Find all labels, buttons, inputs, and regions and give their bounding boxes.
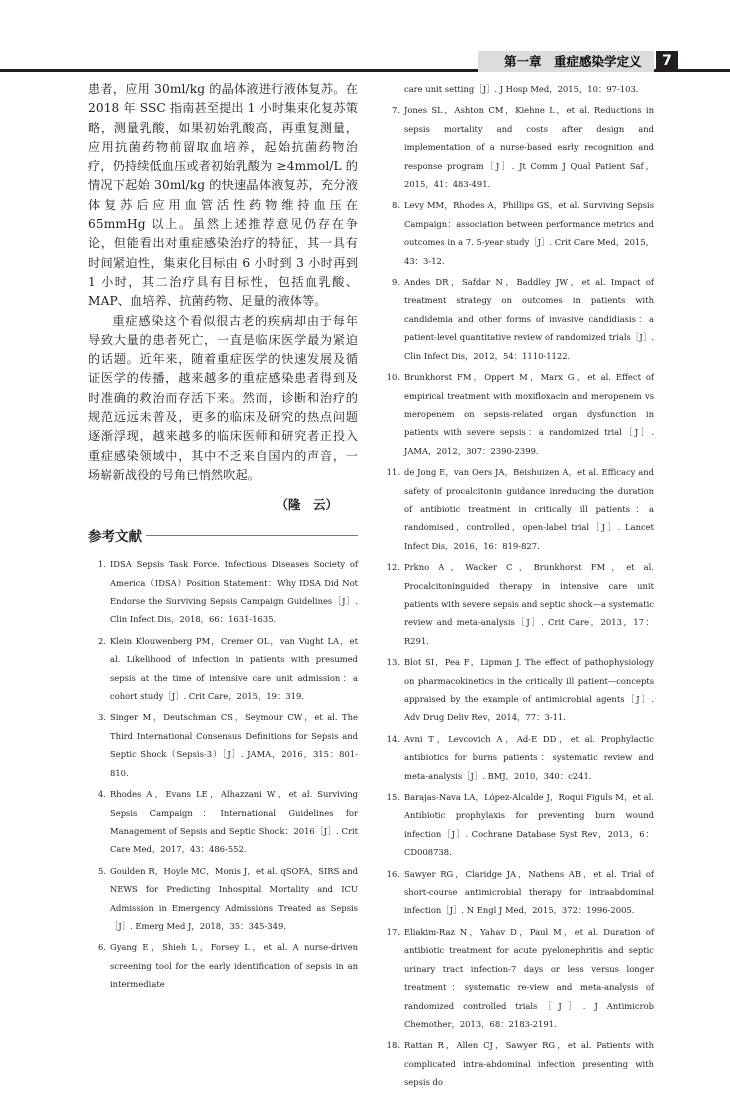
reference-item bbox=[382, 1036, 654, 1091]
reference-list-left bbox=[88, 555, 358, 993]
reference-number: 14. bbox=[386, 733, 400, 744]
reference-number: 11. bbox=[386, 467, 400, 478]
body-paragraph-2: 重症感染这个看似很古老的疾病却由于每年导致大量的患者死亡，一直是临床医学最为紧迫的话题。近年来，随着重症医学的快速发展及循证医学的传播，越来越多的重症感染患者得到及时准确的救治而存活下来。然而，诊断和治疗的规范远远未普及，更多的临床及研究的热点问题逐渐浮现，越来越多的临床医师和研究者正投入重症感染领域中，其中不乏来自国内的声音，一场崭新战役的号角已悄然吹起。 bbox=[88, 313, 358, 482]
reference-text: Goulden R，Hoyle MC，Monis J，et al. qSOFA，SIRS and NEWS for Predicting Inhospital Mortality and ICU Admission in Emergency Admissions Treated as Sepsis［J］. Emerg Med J，2018，35：345-349. bbox=[110, 865, 358, 931]
right-column bbox=[382, 80, 654, 1095]
reference-item bbox=[382, 463, 654, 555]
reference-number: 7. bbox=[392, 105, 400, 116]
reference-number: 3. bbox=[98, 712, 106, 723]
reference-number: 5. bbox=[98, 865, 106, 876]
reference-text: care unit setting［J］. J Hosp Med，2015，10：97-103. bbox=[404, 84, 639, 94]
running-header bbox=[0, 51, 730, 73]
reference-text: Klein Klouwenberg PM，Cremer OL，van Vught LA，et al. Likelihood of infection in patients with presumed sepsis at the time of intensive care unit admission：a cohort study［J］. Crit Care，2015，19：319. bbox=[110, 635, 358, 702]
reference-item bbox=[382, 730, 654, 785]
reference-item bbox=[88, 555, 358, 629]
reference-item bbox=[88, 708, 358, 782]
reference-number: 8. bbox=[392, 200, 400, 211]
references-rule bbox=[146, 535, 358, 536]
reference-item bbox=[382, 653, 654, 727]
reference-text: IDSA Sepsis Task Force. Infectious Diseases Society of America（IDSA）Position Statement：Why IDSA Did Not Endorse the Surviving Sepsis Campaign Guidelines［J］. Clin Infect Dis，2018，66：1631-1635. bbox=[110, 559, 358, 625]
reference-number: 9. bbox=[392, 277, 400, 288]
reference-text: Singer M，Deutschman CS，Seymour CW，et al. The Third International Consensus Definitions for Sepsis and Septic Shock（Sepsis-3）［J］. JAMA，2016，315：801-810. bbox=[110, 712, 358, 778]
references-heading bbox=[88, 525, 358, 545]
reference-number: 4. bbox=[98, 789, 106, 800]
reference-item bbox=[88, 938, 358, 993]
reference-item bbox=[382, 923, 654, 1033]
reference-text: Prkno A，Wacker C，Brunkhorst FM，et al. Procalcitoninguided therapy in intensive care unit patients with severe sepsis and septic shock—a systematic review and meta-analysis［J］. Crit Care，2013，17：R291. bbox=[404, 562, 654, 646]
reference-continuation bbox=[382, 80, 654, 98]
reference-number: 13. bbox=[386, 657, 400, 668]
reference-list-right bbox=[382, 101, 654, 1091]
reference-number: 17. bbox=[386, 926, 400, 937]
reference-text: Levy MM，Rhodes A，Phillips GS，et al. Surviving Sepsis Campaign：association between performance metrics and outcomes in a 7. 5-year study［J］. Crit Care Med，2015，43：3-12. bbox=[404, 200, 654, 266]
chapter-title: 第一章 重症感染学定义 bbox=[504, 54, 642, 69]
reference-number: 6. bbox=[98, 942, 106, 953]
reference-item bbox=[382, 101, 654, 193]
reference-item bbox=[382, 368, 654, 460]
reference-item bbox=[382, 788, 654, 862]
reference-text: Andes DR，Safdar N，Baddley JW，et al. Impact of treatment strategy on outcomes in patients with candidemia and other forms of invasive candidiasis：a patient-level quantitative review of randomized trials［J］. Clin Infect Dis，2012，54：1110-1122. bbox=[404, 277, 654, 361]
body-paragraph-1: 患者，应用 30ml/kg 的晶体液进行液体复苏。在 2018 年 SSC 指南甚至提出 1 小时集束化复苏策略，测量乳酸，如果初始乳酸高，再重复测量，应用抗菌药物前留取血培养，起始抗菌药物治疗，仍持续低血压或者初始乳酸为 ≥4mmol/L 的情况下起始 30ml/kg 的快速晶体液复苏，充分液体复苏后应用血管活性药物维持血压在 65mmHg 以上。虽然上述推荐意见仍存在争论，但能看出对重症感染治疗的特征，其一具有时间紧迫性，集束化目标由 6 小时到 3 小时再到 1 小时，其二治疗具有目标性，包括血乳酸、MAP、血培养、抗菌药物、足量的液体等。 bbox=[88, 82, 358, 309]
reference-item bbox=[382, 558, 654, 650]
reference-number: 1. bbox=[98, 559, 106, 570]
left-column bbox=[88, 80, 358, 997]
reference-item bbox=[88, 785, 358, 859]
reference-text: de Jong E，van Oers JA，Beishuizen A，et al. Efficacy and safety of procalcitonin guidance inreducing the duration of antibiotic treatment in critically ill patients：a randomised，controlled，open-label trial［J］. Lancet Infect Dis，2016，16：819-827. bbox=[404, 467, 654, 551]
references-title: 参考文献 bbox=[88, 529, 142, 546]
reference-text: Barajas-Nava LA，López-Alcalde J，Roqui Figuls M，et al. Antibiotic prophylaxis for preventing burn wound infection［J］. Cochrane Database Syst Rev，2013，6：CD008738. bbox=[404, 792, 654, 858]
reference-text: Rattan R，Allen CJ，Sawyer RG，et al. Patients with complicated intra-abdominal infection presenting with sepsis do bbox=[404, 1040, 654, 1088]
reference-number: 18. bbox=[386, 1040, 400, 1051]
reference-text: Gyang E，Shieh L，Forsey L，et al. A nurse-driven screening tool for the early identification of sepsis in an intermediate bbox=[110, 942, 358, 990]
reference-text: Blot SI，Pea F，Lipman J. The effect of pathophysiology on pharmacokinetics in the critically ill patient—concepts appraised by the example of antimicrobial agents［J］. Adv Drug Deliv Rev，2014，77：3-11. bbox=[404, 657, 654, 723]
reference-number: 12. bbox=[386, 562, 400, 573]
reference-item bbox=[382, 196, 654, 270]
author-signature: （隆 云） bbox=[275, 497, 338, 513]
reference-number: 2. bbox=[98, 635, 106, 646]
reference-text: Sawyer RG，Claridge JA，Nathens AB，et al. Trial of short-course antimicrobial therapy for intraabdominal infection［J］. N Engl J Med，2015，372：1996-2005. bbox=[404, 868, 654, 916]
reference-text: Rhodes A，Evans LE，Alhazzani W，et al. Surviving Sepsis Campaign：International Guidelines for Management of Sepsis and Septic Shock：2016［J］. Crit Care Med，2017，43：486-552. bbox=[110, 789, 358, 855]
reference-item bbox=[88, 862, 358, 936]
reference-text: Jones SL，Ashton CM，Kiehne L，et al. Reductions in sepsis mortality and costs after design and implementation of a nurse-based early recognition and response program［J］. Jt Comm J Qual Patient Saf，2015，41：483-491. bbox=[404, 105, 654, 190]
page-number: 7 bbox=[656, 51, 678, 72]
reference-item bbox=[382, 273, 654, 365]
reference-number: 15. bbox=[386, 792, 400, 803]
reference-item bbox=[382, 865, 654, 920]
reference-number: 10. bbox=[386, 372, 400, 383]
reference-number: 16. bbox=[386, 868, 400, 879]
reference-item bbox=[88, 632, 358, 706]
reference-text: Avni T，Levcovich A，Ad-E DD，et al. Prophylactic antibiotics for burns patients：systematic review and meta-analysis［J］. BMJ，2010，340：c241. bbox=[404, 733, 654, 781]
reference-text: Eliakim-Raz N，Yahav D，Paul M，et al. Duration of antibiotic treatment for acute pyelonephritis and septic urinary tract infection-7 days or less versus longer treatment：systematic re-view and meta-analysis of randomized controlled trials［J］. J Antimicrob Chemother，2013，68：2183-2191. bbox=[404, 926, 654, 1029]
reference-text: Brunkhorst FM，Oppert M，Marx G，et al. Effect of empirical treatment with moxifloxacin and meropenem vs meropenem on sepsis-related organ dysfunction in patients with severe sepsis：a randomized trial［J］. JAMA，2012，307：2390-2399. bbox=[404, 372, 654, 456]
